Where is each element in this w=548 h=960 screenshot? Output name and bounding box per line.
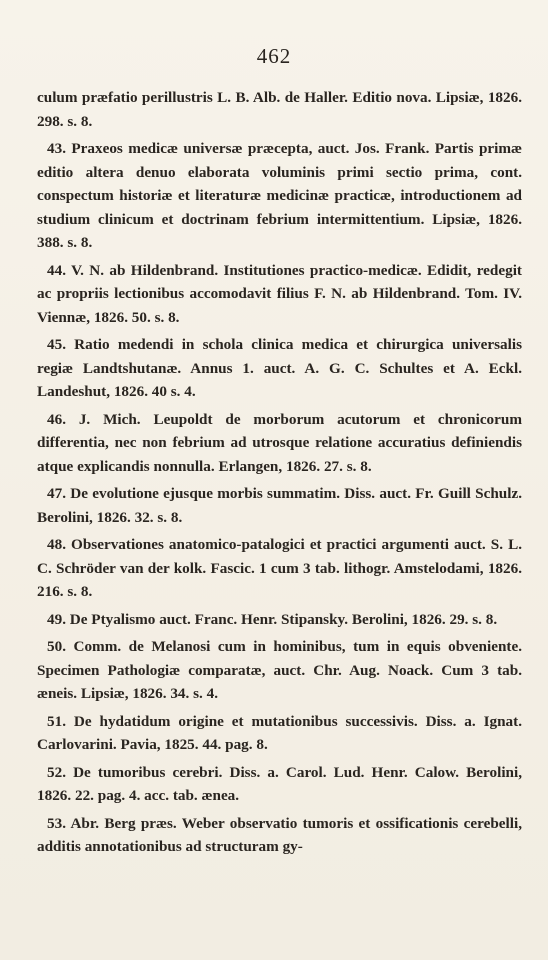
entry-43: 43. Praxeos medicæ universæ præcepta, auct. Jos. Frank. Partis primæ editio altera denuo elaborata voluminis primi sectio prima, cont. conspectum historiæ et literaturæ medicinæ practicæ, introductionem ad studium clinicum et doctrinam febrium intermittentium. Lipsiæ, 1826. 388. s. 8.	[37, 140, 522, 251]
entry-51: 51. De hydatidum origine et mutationibus successivis. Diss. a. Ignat. Carlovarini. Pavia, 1825. 44. pag. 8.	[37, 712, 522, 753]
entry-53: 53. Abr. Berg præs. Weber observatio tumoris et ossificationis cerebelli, additis annotationibus ad structuram gy-	[37, 814, 522, 855]
entry-49: 49. De Ptyalismo auct. Franc. Henr. Stipansky. Berolini, 1826. 29. s. 8.	[47, 610, 498, 628]
entry-46: 46. J. Mich. Leupoldt de morborum acutorum et chronicorum differentia, nec non febrium ad utrosque relatione accuratius definiendis atque explicandis nonnulla. Erlangen, 1826. 27. s. 8.	[37, 410, 522, 475]
bibliography-list	[37, 86, 522, 863]
entry-continuation: culum præfatio perillustris L. B. Alb. de Haller. Editio nova. Lipsiæ, 1826. 298. s. 8.	[37, 89, 522, 130]
entry-45: 45. Ratio medendi in schola clinica medica et chirurgica universalis regiæ Landtshutanæ. Annus 1. auct. A. G. C. Schultes et A. Eckl. Landeshut, 1826. 40 s. 4.	[37, 336, 522, 400]
page-number: 462	[256, 44, 292, 68]
entry-48: 48. Observationes anatomico-patalogici et practici argumenti auct. S. L. C. Schröder van der kolk. Fascic. 1 cum 3 tab. lithogr. Amstelodami, 1826. 216. s. 8.	[37, 536, 522, 600]
entry-47: 47. De evolutione ejusque morbis summatim. Diss. auct. Fr. Guill Schulz. Berolini, 1826. 32. s. 8.	[37, 485, 522, 526]
entry-50: 50. Comm. de Melanosi cum in hominibus, tum in equis obveniente. Specimen Pathologiæ comparatæ, auct. Chr. Aug. Noack. Cum 3 tab. æneis. Lipsiæ, 1826. 34. s. 4.	[37, 638, 522, 702]
entry-52: 52. De tumoribus cerebri. Diss. a. Carol. Lud. Henr. Calow. Berolini, 1826. 22. pag. 4. acc. tab. ænea.	[37, 763, 522, 804]
entry-44: 44. V. N. ab Hildenbrand. Institutiones practico-medicæ. Edidit, redegit ac propriis lectionibus accomodavit filius F. N. ab Hildenbrand. Tom. IV. Viennæ, 1826. 50. s. 8.	[37, 261, 522, 326]
